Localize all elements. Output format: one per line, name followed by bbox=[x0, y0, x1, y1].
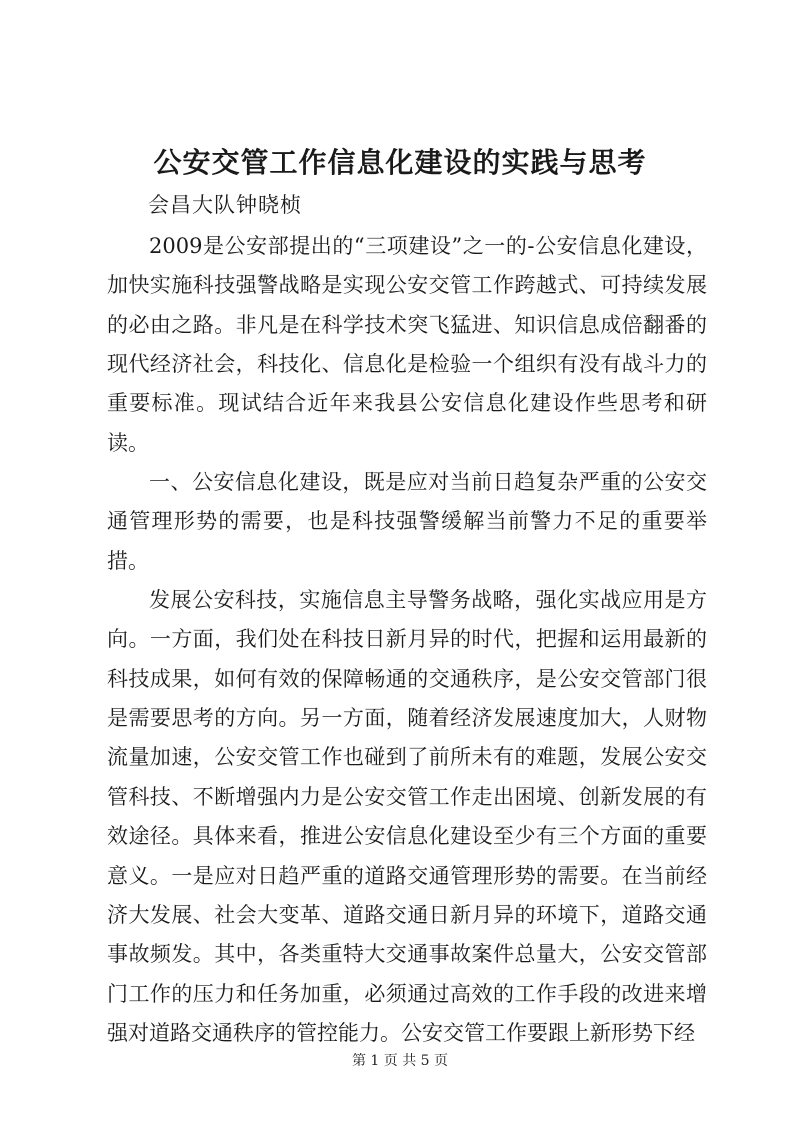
document-body bbox=[107, 227, 707, 1053]
document-author: 会昌大队钟晓桢 bbox=[148, 193, 302, 217]
page-number-footer: 第 1 页 共 5 页 bbox=[351, 1053, 449, 1069]
paragraph-section-one: 一、公安信息化建设，既是应对当前日趋复杂严重的公安交通管理形势的需要，也是科技强警缓解当前警力不足的重要举措。 bbox=[107, 470, 707, 573]
paragraph-development: 发展公安科技，实施信息主导警务战略，强化实战应用是方向。一方面，我们处在科技日新月异的时代，把握和运用最新的科技成果，如何有效的保障畅通的交通秩序，是公安交管部门很是需要思考的方向。另一方面，随着经济发展速度加大，人财物流量加速，公安交管工作也碰到了前所未有的难题，发展公安交管科技、不断增强内力是公安交管工作走出困境、创新发展的有效途径。具体来看，推进公安信息化建设至少有三个方面的重要意义。一是应对日趋严重的道路交通管理形势的需要。在当前经济大发展、社会大变革、道路交通日新月异的环境下，道路交通事故频发。其中，各类重特大交通事故案件总量大，公安交管部门工作的压力和任务加重，必须通过高效的工作手段的改进来增强对道路交通秩序的管控能力。公安交管工作要跟上新形势下经 bbox=[107, 588, 707, 1045]
paragraph-intro: 2009是公安部提出的“三项建设”之一的-公安信息化建设，加快实施科技强警战略是实现公安交管工作跨越式、可持续发展的必由之路。非凡是在科学技术突飞猛进、知识信息成倍翻番的现代经济社会，科技化、信息化是检验一个组织有没有战斗力的重要标准。现试结合近年来我县公安信息化建设作些思考和研读。 bbox=[107, 234, 707, 455]
document-title: 公安交管工作信息化建设的实践与思考 bbox=[153, 146, 647, 179]
